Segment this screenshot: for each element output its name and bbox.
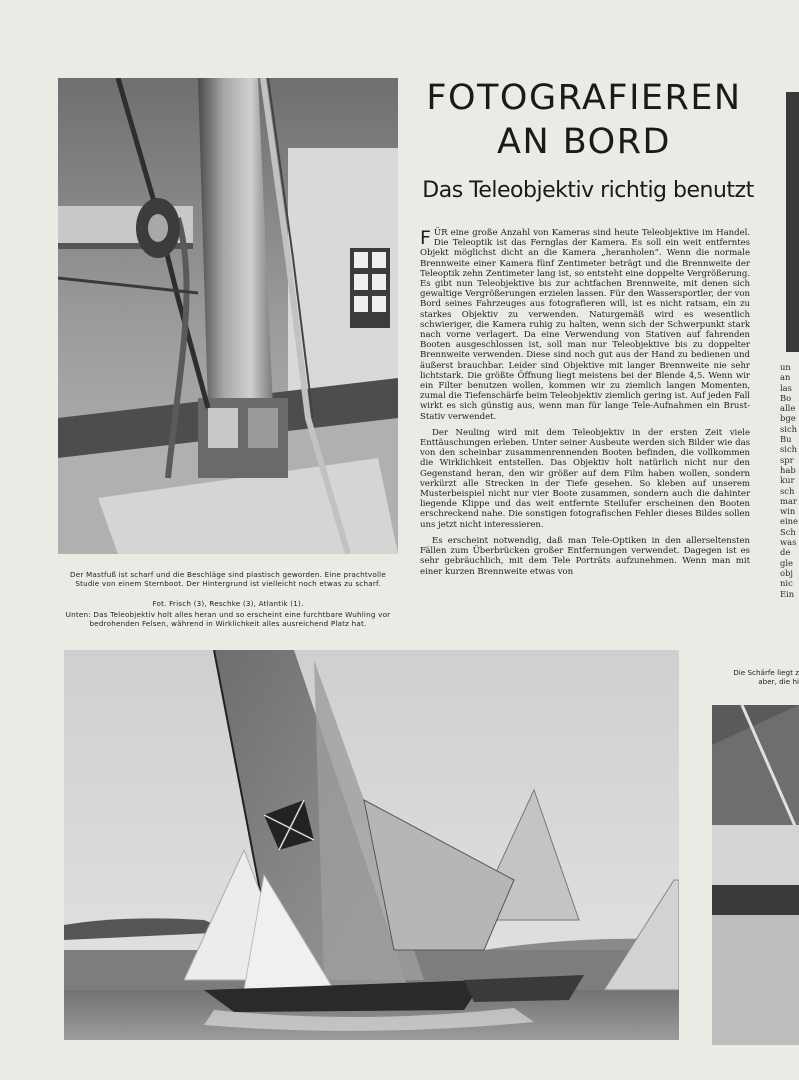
fragment-line: Sch (780, 526, 796, 537)
fragment-line: alle (780, 403, 796, 414)
caption-fragment: Die Schärfe liegt z (733, 668, 799, 677)
paragraph-text: ÜR eine große Anzahl von Kameras sind heute Teleobjektive im Handel. Die Teleoptik ist das Fernglas der Kamera. Es soll ein weit entferntes Objekt möglichst dicht an die Kamera „heranholen“. Wenn die normale Brennweite einer Kamera fünf Zentimeter beträgt und die Brennweite der Teleoptik zehn Zentimeter lang ist, so entsteht eine doppelte Vergrößerung. Es gibt nun Teleobjektive bis zur achtfachen Brennweite, mit denen sich gewaltige Vergrößerungen erzielen lassen. Für den Wassersportler, der von Bord seines Fahrzeuges aus fotografieren will, ist es nicht ratsam, ein zu starkes Objektiv zu verwenden. Naturgemäß wird es wesentlich schwieriger, die Kamera ruhig zu halten, wenn sich der Schwerpunkt stark nach vorne verlagert. Da eine Verwendung von Stativen auf fahrenden Booten ausgeschlossen ist, soll man nur Teleobjektive bis zu doppelter Brennweite verwenden. Diese sind noch gut aus der Hand zu bedienen und äußerst brauchbar. Leider sind Objektive mit langer Brennweite nie sehr lichtstark. Die größte Öffnung liegt meistens bei der Blende 4,5. Wenn wir ein Filter benutzen wollen, kommen wir zu ziemlich langen Momenten, zumal die Tiefenschärfe beim Teleobjektiv ziemlich gering ist. Auf jeden Fall wirkt es sich günstig aus, wenn man für lange Tele-Aufnahmen ein Brust-Stativ verwendet. (420, 228, 750, 422)
adjacent-page-caption (712, 668, 799, 686)
article-paragraph: Der Neuling wird mit dem Teleobjektiv in der ersten Zeit viele Enttäuschungen erleben. Unter seiner Ausbeute werden sich Bilder wie das von den scheinbar zusammenrennenden Booten befinden, die vollkommen die Wirklichkeit entstellen. Das Objektiv holt natürlich nicht nur den Gegenstand heran, den wir größer auf dem Film haben wollen, sondern verkürzt alle Strecken in der Tiefe gesehen. So kleben auf unserem Musterbeispiel nicht nur vier Boote zusammen, sondern auch die dahinter liegende Klippe und das weit entfernte Steilufer erscheinen den Booten erschreckend nahe. Die sonstigen fotografischen Fehler dieses Bildes sollen uns jetzt nicht interessieren. (420, 427, 750, 530)
fragment-line: las (780, 382, 792, 393)
article-subtitle: Das Teleobjektiv richtig benutzt (422, 178, 754, 203)
fragment-line: Bo (780, 392, 792, 403)
drop-cap: F (420, 227, 431, 249)
article-paragraph (420, 228, 750, 422)
fragment-line: was (780, 537, 797, 548)
sailing-boats-photo (64, 650, 679, 1040)
headline-line-1: FOTOGRAFIEREN (426, 78, 742, 118)
fragment-line: de (780, 547, 791, 558)
mast-photo-caption: Der Mastfuß ist scharf und die Beschläge sind plastisch geworden. Eine prachtvolle Studie von einem Sternboot. Der Hintergrund ist vielleicht noch etwas zu scharf. (70, 570, 386, 588)
fragment-line: gle (780, 557, 793, 568)
fragment-line: Bu (780, 434, 792, 445)
article-paragraph: Es erscheint notwendig, daß man Tele-Optiken in den allerseltensten Fällen zum Überbrücken großer Entfernungen verwendet. Dagegen ist es sehr gebräuchlich, mit dem Tele Porträts aufzunehmen. Wenn man mit einer kurzen Brennweite etwas von (420, 535, 750, 577)
fragment-line: an (780, 372, 791, 383)
fragment-line: obj (780, 567, 794, 578)
adjacent-page-photo (712, 705, 799, 1045)
fragment-line: win (780, 506, 796, 517)
adjacent-page-text-fragments (780, 362, 799, 599)
fragment-line: Ein (780, 588, 795, 599)
sail-photo-caption: Unten: Das Teleobjektiv holt alles heran und so erscheint eine furchtbare Wuhling vor bedrohenden Felsen, während in Wirklichkeit alles ausreichend Platz hat. (65, 610, 391, 628)
caption-fragment: aber, die hi (758, 677, 799, 686)
fragment-line: eine (780, 516, 798, 527)
fragment-line: spr (780, 454, 794, 465)
fragment-line: nic (780, 578, 793, 589)
fragment-line: sich (780, 423, 798, 434)
fragment-line: sich (780, 444, 798, 455)
article-headline (418, 76, 750, 164)
headline-line-2: AN BORD (497, 122, 671, 162)
mast-foot-photo (58, 78, 398, 554)
fragment-line: un (780, 362, 791, 372)
adjacent-page-photo-edge (786, 92, 799, 352)
fragment-line: hab (780, 464, 796, 475)
fragment-line: mar (780, 495, 797, 506)
fragment-line: kur (780, 475, 795, 486)
fragment-line: bge (780, 413, 796, 424)
photo-credit: Fot. Frisch (3), Reschke (3), Atlantik (1). (152, 599, 304, 608)
fragment-line: sch (780, 485, 795, 496)
article-body (420, 228, 750, 583)
